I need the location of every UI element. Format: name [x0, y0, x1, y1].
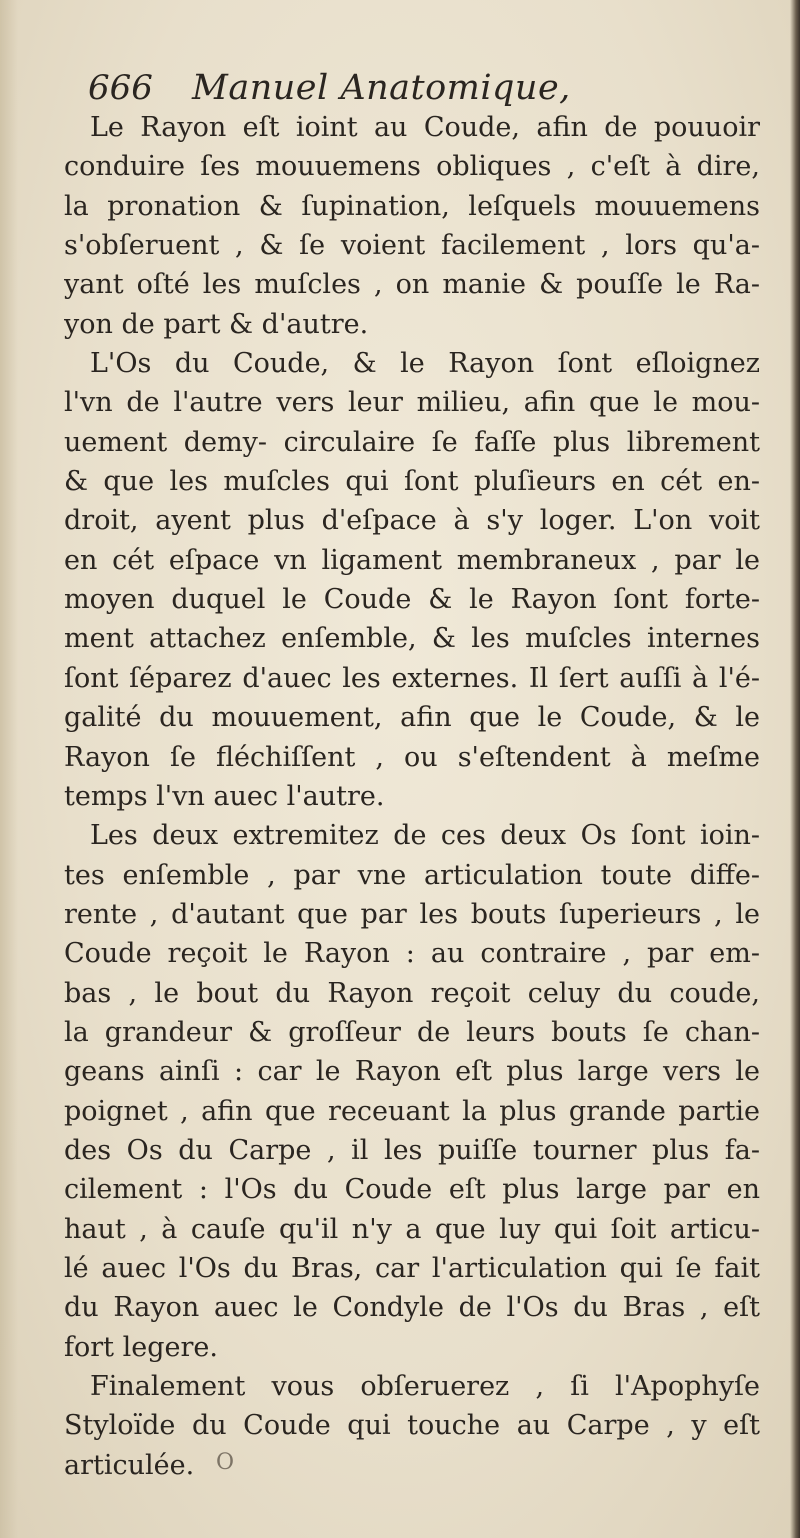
- text-line: uement demy- circulaire ſe faſſe plus librement: [64, 426, 760, 458]
- text-line: Finalement vous obſeruerez , ſi l'Apophyſe: [90, 1371, 760, 1402]
- text-line: yon de part & d'autre.: [64, 308, 369, 340]
- text-line: rente , d'autant que par les bouts ſuperieurs , le: [64, 898, 760, 930]
- text-line: articulée.: [64, 1449, 195, 1481]
- text-line: ſont ſéparez d'auec les externes. Il ſert auſſi à l'é-: [64, 662, 760, 694]
- text-line: droit, ayent plus d'eſpace à s'y loger. L'on voit: [64, 505, 760, 537]
- text-line: tes enſemble , par vne articulation toute diffe-: [64, 859, 760, 891]
- page-right-gutter: [790, 0, 800, 1538]
- text-line: poignet , afin que receuant la plus grande partie: [64, 1095, 760, 1127]
- text-line: moyen duquel le Coude & le Rayon ſont forte-: [64, 584, 760, 616]
- text-line: yant oſté les muſcles , on manie & pouſſe le Ra-: [64, 269, 760, 301]
- text-line: en cét eſpace vn ligament membraneux , par le: [64, 544, 760, 576]
- text-line: temps l'vn auec l'autre.: [64, 780, 385, 812]
- text-line: l'vn de l'autre vers leur milieu, afin que le mou-: [64, 387, 760, 419]
- text-line: s'obſeruent , & ſe voient facilement , lors qu'a-: [64, 230, 760, 262]
- text-line: du Rayon auec le Condyle de l'Os du Bras , eſt: [64, 1292, 760, 1324]
- text-line: bas , le bout du Rayon reçoit celuy du coude,: [64, 977, 760, 1009]
- body-text: [64, 108, 760, 1485]
- running-title: Manuel Anatomique,: [192, 68, 571, 108]
- text-line: & que les muſcles qui ſont pluſieurs en cét en-: [64, 466, 760, 498]
- text-line: fort legere.: [64, 1331, 218, 1363]
- text-line: L'Os du Coude, & le Rayon ſont eſloignez: [90, 348, 760, 380]
- page-number: 666: [88, 68, 153, 108]
- text-line: la grandeur & groſſeur de leurs bouts ſe chan-: [64, 1016, 760, 1048]
- page-left-shadow: [0, 0, 18, 1538]
- text-line: geans ainſi : car le Rayon eſt plus large vers le: [64, 1056, 760, 1088]
- text-line: cilement : l'Os du Coude eſt plus large par en: [64, 1174, 760, 1206]
- text-line: Les deux extremitez de ces deux Os ſont ioin-: [90, 820, 760, 852]
- text-line: ment attachez enſemble, & les muſcles internes: [64, 623, 760, 655]
- text-line: Rayon ſe fléchiſſent , ou s'eſtendent à meſme: [64, 741, 760, 773]
- catchword: O: [216, 1450, 235, 1475]
- text-line: la pronation & ſupination, leſquels mouuemens: [64, 190, 760, 222]
- text-line: Styloïde du Coude qui touche au Carpe , y eſt: [64, 1410, 760, 1442]
- text-line: lé auec l'Os du Bras, car l'articulation qui ſe fait: [64, 1252, 760, 1284]
- text-line: des Os du Carpe , il les puiſſe tourner plus fa-: [64, 1134, 760, 1166]
- text-line: galité du mouuement, afin que le Coude, & le: [64, 702, 760, 734]
- text-line: conduire ſes mouuemens obliques , c'eſt à dire,: [64, 151, 760, 183]
- text-line: haut , à cauſe qu'il n'y a que luy qui ſoit articu-: [64, 1213, 760, 1245]
- text-line: Coude reçoit le Rayon : au contraire , par em-: [64, 938, 760, 970]
- text-line: Le Rayon eſt ioint au Coude, afin de pouuoir: [90, 112, 760, 143]
